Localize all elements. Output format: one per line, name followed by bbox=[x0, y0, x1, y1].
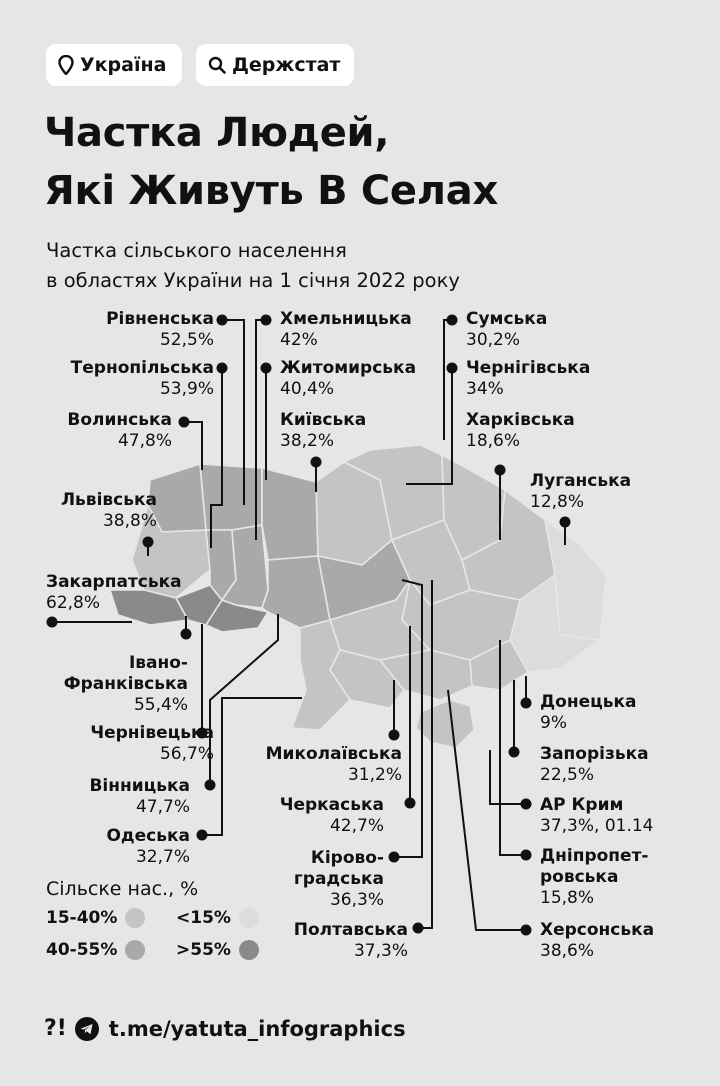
label-kherson: Херсонська 38,6% bbox=[540, 920, 655, 961]
title-line-1: Частка Людей, bbox=[44, 110, 390, 156]
legend-swatch bbox=[239, 908, 259, 928]
label-khmelnytskyi: Хмельницька 42% bbox=[280, 309, 412, 350]
label-ternopil: Тернопільська 53,9% bbox=[70, 358, 214, 399]
legend-swatch bbox=[125, 940, 145, 960]
label-luhansk: Луганська 12,8% bbox=[530, 471, 632, 512]
label-volyn: Волинська 47,8% bbox=[67, 410, 172, 451]
legend-title: Сільске нас., % bbox=[46, 878, 199, 900]
footer bbox=[44, 1016, 406, 1041]
label-cherkasy: Черкаська 42,7% bbox=[279, 795, 384, 836]
label-mykolaiv: Миколаївська 31,2% bbox=[265, 744, 402, 785]
label-ivano-frankivsk: Івано- Франківська 55,4% bbox=[63, 653, 188, 715]
label-crimea: АР Крим 37,3%, 01.14 bbox=[540, 795, 654, 836]
brand-mark: ?! bbox=[44, 1016, 67, 1041]
label-sumy: Сумська 30,2% bbox=[466, 309, 548, 350]
title-line-2: Які Живуть В Селах bbox=[44, 168, 498, 214]
legend-item-lt15: <15% bbox=[176, 908, 259, 928]
legend-item-40-55: 40-55% bbox=[46, 940, 145, 960]
label-donetsk: Донецька 9% bbox=[540, 692, 637, 733]
label-lviv: Львівська 38,8% bbox=[60, 490, 157, 531]
label-dnipro: Дніпропет- ровська 15,8% bbox=[540, 846, 649, 908]
label-kyiv: Київська 38,2% bbox=[280, 410, 367, 451]
country-tag-label: Україна bbox=[80, 54, 167, 76]
legend-swatch bbox=[125, 908, 145, 928]
telegram-icon bbox=[75, 1017, 99, 1041]
label-kharkiv: Харківська 18,6% bbox=[466, 410, 575, 451]
legend-item-gt55: >55% bbox=[176, 940, 259, 960]
region-crimea bbox=[416, 700, 474, 748]
label-zakarpattia: Закарпатська 62,8% bbox=[46, 572, 182, 613]
label-vinnytsia: Вінницька 47,7% bbox=[89, 776, 190, 817]
label-kirovohrad: Кірово- градська 36,3% bbox=[293, 848, 384, 910]
source-tag-label: Держстат bbox=[232, 54, 341, 76]
label-chernivtsi: Чернівецька 56,7% bbox=[90, 723, 214, 764]
legend-item-15-40: 15-40% bbox=[46, 908, 145, 928]
subtitle-line-1: Частка сільського населення bbox=[46, 239, 347, 262]
label-zhytomyr: Житомирська 40,4% bbox=[280, 358, 417, 399]
legend-swatch bbox=[239, 940, 259, 960]
region-zhytomyr bbox=[262, 468, 318, 560]
subtitle-line-2: в областях України на 1 січня 2022 року bbox=[46, 269, 460, 292]
telegram-link[interactable]: t.me/yatuta_infographics bbox=[108, 1016, 406, 1041]
label-chernihiv: Чернігівська 34% bbox=[466, 358, 591, 399]
label-zaporizhzhia: Запорізька 22,5% bbox=[540, 744, 649, 785]
label-odesa: Одеська 32,7% bbox=[106, 826, 190, 867]
label-rivne: Рівненська 52,5% bbox=[106, 309, 214, 350]
region-rivne bbox=[200, 464, 262, 530]
label-poltava: Полтавська 37,3% bbox=[293, 920, 408, 961]
